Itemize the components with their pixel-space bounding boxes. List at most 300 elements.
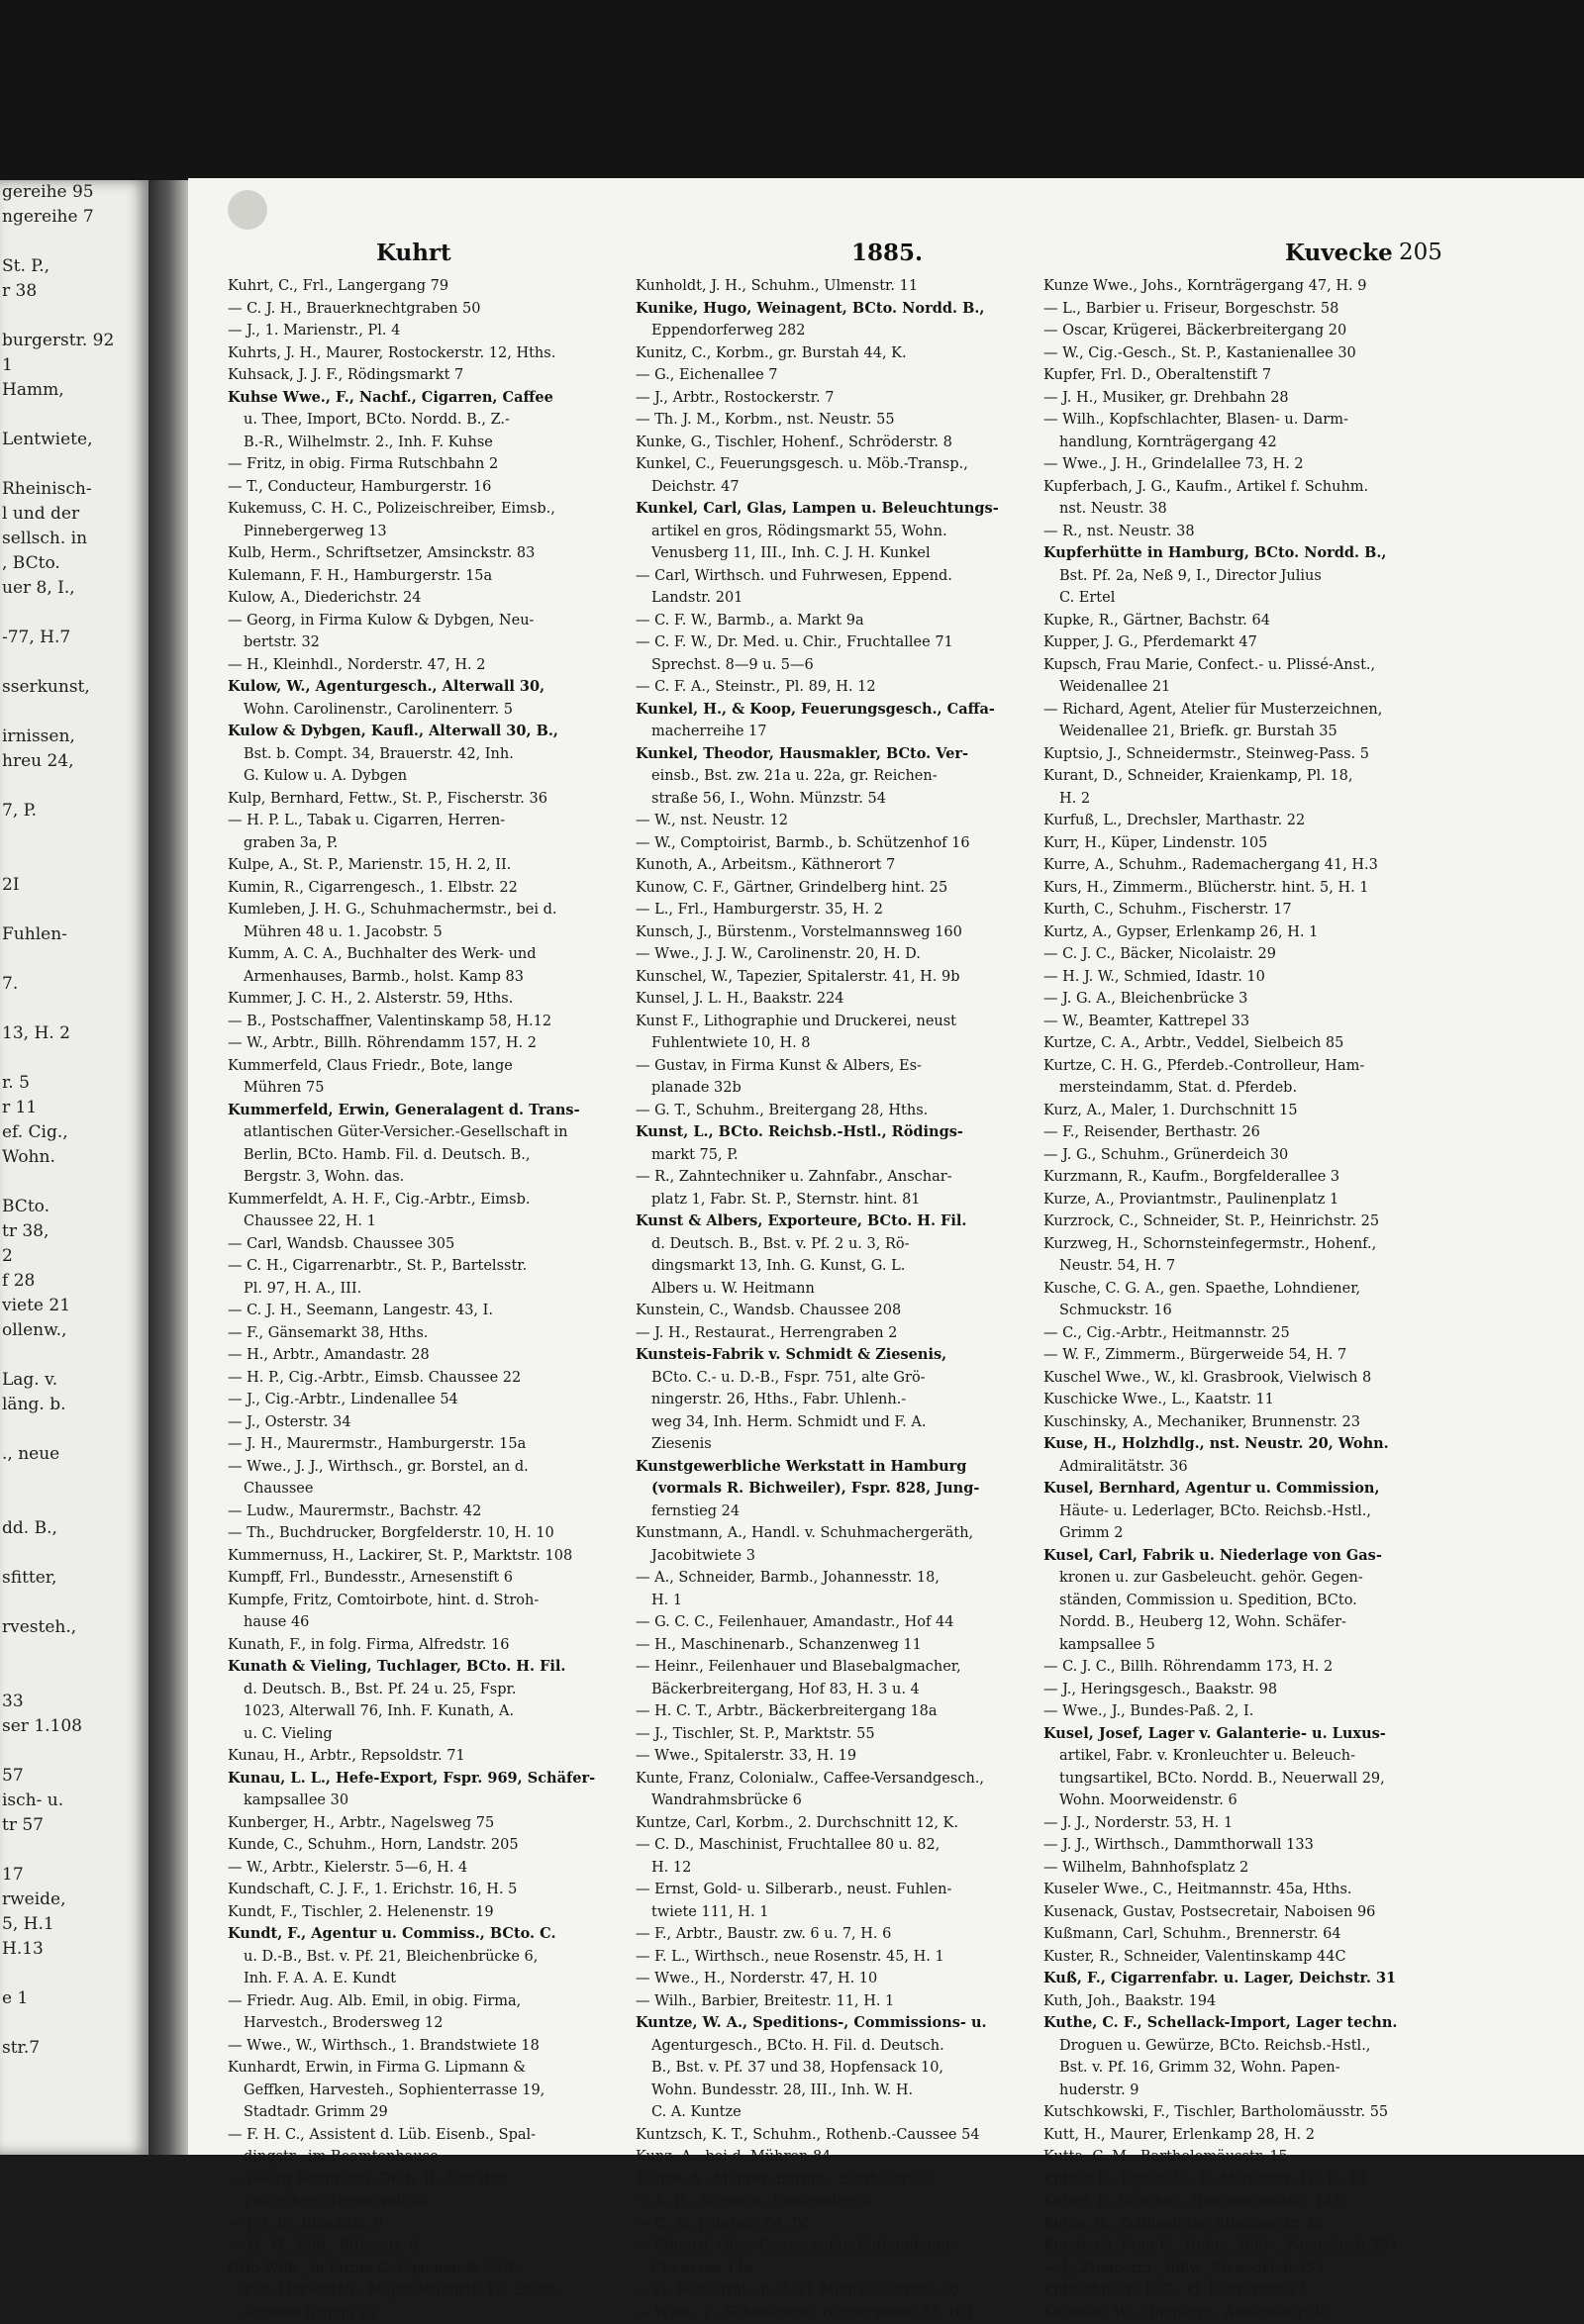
left-page-fragment bbox=[0, 1046, 148, 1071]
directory-entry: Pinnebergerweg 13 bbox=[228, 521, 619, 543]
directory-entry: Kuster, R., Schneider, Valentinskamp 44C bbox=[1043, 1946, 1435, 1969]
directory-entry: — F. L., Wirthsch., neue Rosenstr. 45, H. 1 bbox=[636, 1946, 1027, 1969]
directory-entry: kampsallee 5 bbox=[1043, 1634, 1435, 1657]
directory-entry: platz 1, Fabr. St. P., Sternstr. hint. 81 bbox=[636, 1189, 1027, 1211]
directory-entry: Kurzweg, H., Schornsteinfegermstr., Hohenf., bbox=[1043, 1233, 1435, 1256]
left-page-fragment bbox=[0, 1541, 148, 1566]
directory-entry: Bst. b. Compt. 34, Brauerstr. 42, Inh. bbox=[228, 743, 619, 766]
directory-entry: fernstieg 24 bbox=[636, 1501, 1027, 1523]
directory-entry: 1023, Alterwall 76, Inh. F. Kunath, A. bbox=[228, 1700, 619, 1723]
directory-entry: — R., Zahntechniker u. Zahnfabr., Anschar- bbox=[636, 1166, 1027, 1189]
directory-entry: Venusberg 11, III., Inh. C. J. H. Kunkel bbox=[636, 542, 1027, 565]
directory-entry: Kunoth, A., Arbeitsm., Käthnerort 7 bbox=[636, 854, 1027, 877]
directory-entry: — Frl. E., Büschstr. 6 bbox=[228, 2213, 619, 2236]
left-page-fragment bbox=[0, 403, 148, 428]
directory-entry: Kurs, H., Zimmerm., Blücherstr. hint. 5, H. 1 bbox=[1043, 877, 1435, 900]
directory-entry: Kuhse Wwe., F., Nachf., Cigarren, Caffee bbox=[228, 387, 619, 410]
directory-entry: Kurze, A., Proviantmstr., Paulinenplatz 1 bbox=[1043, 1189, 1435, 1211]
directory-entry: — F., Gänsemarkt 38, Hths. bbox=[228, 1322, 619, 1345]
left-page-fragment: rweide, bbox=[0, 1888, 148, 1912]
directory-entry: Kupferhütte in Hamburg, BCto. Nordd. B., bbox=[1043, 542, 1435, 565]
directory-entry: Ziesenis bbox=[636, 1433, 1027, 1456]
directory-entry: — Th. J. M., Korbm., nst. Neustr. 55 bbox=[636, 409, 1027, 432]
left-page-fragment: 2 bbox=[0, 1244, 148, 1269]
directory-entry: Kulp, Bernhard, Fettw., St. P., Fischerstr. 36 bbox=[228, 788, 619, 811]
directory-entry: — A., Schneider, Barmb., Johannesstr. 18, bbox=[636, 1567, 1027, 1590]
directory-entry: u. C. Vieling bbox=[228, 1723, 619, 1746]
directory-entry: Albers u. W. Heitmann bbox=[636, 1278, 1027, 1301]
directory-entry: Kummerfeldt, A. H. F., Cig.-Arbtr., Eimsb. bbox=[228, 1189, 619, 1211]
header-last-entry: Kuvecke bbox=[1285, 240, 1393, 266]
directory-entry: — W., Arbtr., Billh. Röhrendamm 157, H. 2 bbox=[228, 1032, 619, 1055]
left-page-fragment: viete 21 bbox=[0, 1294, 148, 1318]
directory-entry: Kutzschbach, F. C., kl. Bäckerstr. 27 bbox=[1043, 2279, 1435, 2302]
left-page-fragment bbox=[0, 774, 148, 799]
directory-entry: u. Thee, Import, BCto. Nordd. B., Z.- bbox=[228, 409, 619, 432]
left-page-fragment bbox=[0, 823, 148, 848]
directory-entry: — J., Osterstr. 34 bbox=[228, 1411, 619, 1434]
directory-entry: Kuvecke, W., Zimmerm., Amandastr. 46 bbox=[1043, 2302, 1435, 2324]
directory-entry: Kurth, C., Schuhm., Fischerstr. 17 bbox=[1043, 899, 1435, 921]
directory-entry: B.-R., Wilhelmstr. 2., Inh. F. Kuhse bbox=[228, 432, 619, 454]
left-page-fragment: 1 bbox=[0, 353, 148, 378]
directory-entry: Kunitz, C., Korbm., gr. Burstah 44, K. bbox=[636, 342, 1027, 365]
left-page-fragment: Fuhlen- bbox=[0, 922, 148, 947]
directory-entry: Wandrahmsbrücke 6 bbox=[636, 1790, 1027, 1812]
left-page-fragment: e 1 bbox=[0, 1986, 148, 2011]
directory-entry: Chaussee bbox=[228, 1478, 619, 1501]
directory-entry: Deichstr. 47 bbox=[636, 476, 1027, 499]
directory-entry: Admiralitätstr. 36 bbox=[1043, 1456, 1435, 1479]
directory-entry: kampsallee 30 bbox=[228, 1790, 619, 1812]
directory-entry: ständen, Commission u. Spedition, BCto. bbox=[1043, 1590, 1435, 1612]
left-page-fragment: Hamm, bbox=[0, 378, 148, 403]
left-page-fragment: r 38 bbox=[0, 279, 148, 304]
left-page-fragment: 33 bbox=[0, 1690, 148, 1714]
directory-entry: — Wilhelm, Bahnhofsplatz 2 bbox=[1043, 1857, 1435, 1880]
directory-entry: ningerstr. 26, Hths., Fabr. Uhlenh.- bbox=[636, 1389, 1027, 1411]
directory-entry: Kunsel, J. L. H., Baakstr. 224 bbox=[636, 988, 1027, 1011]
directory-entry: Kutta, C. M., Bartholomäusstr. 15 bbox=[1043, 2146, 1435, 2169]
directory-entry: Kukemuss, C. H. C., Polizeischreiber, Eimsb., bbox=[228, 498, 619, 521]
left-page-fragment: l und der bbox=[0, 502, 148, 527]
left-page-fragment: St. P., bbox=[0, 254, 148, 279]
directory-entry: Kunke, G., Tischler, Hohenf., Schröderstr. 8 bbox=[636, 432, 1027, 454]
directory-entry: — G. T., Schuhm., Breitergang 28, Hths. bbox=[636, 1100, 1027, 1122]
left-page-fragment: Wohn. bbox=[0, 1145, 148, 1170]
left-page-fragment: hreu 24, bbox=[0, 749, 148, 774]
directory-entry: — J., Arbtr., Rostockerstr. 7 bbox=[636, 387, 1027, 410]
left-page-fragment bbox=[0, 1591, 148, 1615]
directory-entry: Kusenack, Gustav, Postsecretair, Naboisen 96 bbox=[1043, 1901, 1435, 1924]
directory-entry: — J., Tischler, St. P., Marktstr. 55 bbox=[636, 1723, 1027, 1746]
directory-entry: — L., Frl., Hamburgerstr. 35, H. 2 bbox=[636, 899, 1027, 921]
directory-entry: Chaussee 14a bbox=[636, 2258, 1027, 2280]
directory-entry: Kuse, H., Holzhdlg., nst. Neustr. 20, Wohn. bbox=[1043, 1433, 1435, 1456]
directory-entry: Kunkel, C., Feuerungsgesch. u. Möb.-Transp., bbox=[636, 453, 1027, 476]
directory-entry: — Fritz, in obig. Firma Rutschbahn 2 bbox=[228, 453, 619, 476]
directory-entry: Kupke, R., Gärtner, Bachstr. 64 bbox=[1043, 610, 1435, 632]
directory-entry: Kunsch, J., Bürstenm., Vorstelmannsweg 160 bbox=[636, 921, 1027, 944]
header-first-entry: Kuhrt bbox=[376, 240, 451, 266]
page-stain bbox=[228, 190, 267, 230]
left-page-fragment: ., neue bbox=[0, 1442, 148, 1467]
directory-entry: — Ludw., Maurermstr., Bachstr. 42 bbox=[228, 1501, 619, 1523]
directory-entry: twiete 111, H. 1 bbox=[636, 1901, 1027, 1924]
left-page-fragment bbox=[0, 230, 148, 254]
column-3 bbox=[1043, 275, 1435, 2324]
directory-entry: — H. P., Cig.-Arbtr., Eimsb. Chaussee 22 bbox=[228, 1367, 619, 1390]
directory-page bbox=[188, 178, 1584, 2155]
directory-entry: H. 2 bbox=[1043, 788, 1435, 811]
directory-entry: Kumpff, Frl., Bundesstr., Arnesenstift 6 bbox=[228, 1567, 619, 1590]
directory-entry: Fuhlentwiete 10, H. 8 bbox=[636, 1032, 1027, 1055]
directory-entry: — M. W., Eilb., Ritterstr. 6 bbox=[228, 2235, 619, 2258]
directory-entry: — F., Restaurat., b. d. kl. Michaeliskirche 30 bbox=[636, 2279, 1027, 2302]
directory-entry: — F., Reisender, Berthastr. 26 bbox=[1043, 1121, 1435, 1144]
left-page-fragment: burgerstr. 92 bbox=[0, 329, 148, 353]
directory-entry: C. A. Kuntze bbox=[636, 2101, 1027, 2124]
directory-entry: d. Deutsch. B., Bst. Pf. 24 u. 25, Fspr. bbox=[228, 1679, 619, 1701]
directory-entry: — J., Zimmerm., Billw., Neuedeich 354 bbox=[1043, 2258, 1435, 2280]
directory-entry: Neustr. 54, H. 7 bbox=[1043, 1255, 1435, 1278]
directory-entry: Kurfuß, L., Drechsler, Marthastr. 22 bbox=[1043, 810, 1435, 832]
directory-entry: Kumm, A. C. A., Buchhalter des Werk- und bbox=[228, 943, 619, 966]
directory-entry: Kulemann, F. H., Hamburgerstr. 15a bbox=[228, 565, 619, 588]
left-page-fragment bbox=[0, 898, 148, 922]
directory-entry: — W., Comptoirist, Barmb., b. Schützenhof 16 bbox=[636, 832, 1027, 855]
page-number: 205 bbox=[1399, 240, 1442, 265]
directory-entry: Kurzmann, R., Kaufm., Borgfelderallee 3 bbox=[1043, 1166, 1435, 1189]
directory-entry: — W. F., Zimmerm., Bürgerweide 54, H. 7 bbox=[1043, 1344, 1435, 1367]
directory-entry: Kunde, C., Schuhm., Horn, Landstr. 205 bbox=[228, 1834, 619, 1857]
directory-entry: — W., Beamter, Kattrepel 33 bbox=[1043, 1011, 1435, 1033]
left-page-fragment: sserkunst, bbox=[0, 675, 148, 700]
directory-entry: kronen u. zur Gasbeleucht. gehör. Gegen- bbox=[1043, 1567, 1435, 1590]
directory-entry: B., Bst. v. Pf. 37 und 38, Hopfensack 10, bbox=[636, 2057, 1027, 2080]
directory-entry: Kumin, R., Cigarrengesch., 1. Elbstr. 22 bbox=[228, 877, 619, 900]
directory-entry: planade 32b bbox=[636, 1077, 1027, 1100]
directory-entry: ken, Harvesteh., Magdalenenstr. 12, Stadt- bbox=[228, 2279, 619, 2302]
directory-entry: Kusel, Carl, Fabrik u. Niederlage von Gas- bbox=[1043, 1545, 1435, 1568]
directory-entry: — Georg, in Firma Kulow & Dybgen, Neu- bbox=[228, 610, 619, 632]
directory-entry: Kunst, L., BCto. Reichsb.-Hstl., Rödings- bbox=[636, 1121, 1027, 1144]
directory-entry: Kummerfeld, Claus Friedr., Bote, lange bbox=[228, 1055, 619, 1078]
left-page-fragment: ef. Cig., bbox=[0, 1120, 148, 1145]
directory-entry: — H., Maschinenarb., Schanzenweg 11 bbox=[636, 1634, 1027, 1657]
directory-entry: Kuhrts, J. H., Maurer, Rostockerstr. 12, Hths. bbox=[228, 342, 619, 365]
directory-entry: — J. G., Schuhm., Grünerdeich 30 bbox=[1043, 1144, 1435, 1167]
directory-entry: straße 56, I., Wohn. Münzstr. 54 bbox=[636, 788, 1027, 811]
left-page-fragment: Lentwiete, bbox=[0, 428, 148, 452]
left-page-fragment bbox=[0, 947, 148, 972]
directory-entry: — J. H., Maurermstr., Hamburgerstr. 15a bbox=[228, 1433, 619, 1456]
directory-entry: Kutter, F., Töpfer, St. P., Marienstr. 18, H. 13 bbox=[1043, 2169, 1435, 2191]
directory-entry: — Oscar, Krügerei, Bäckerbreitergang 20 bbox=[1043, 320, 1435, 342]
left-page-fragment: irnissen, bbox=[0, 725, 148, 749]
directory-entry: markt 75, P. bbox=[636, 1144, 1027, 1167]
directory-entry: handlung, Kornträgergang 42 bbox=[1043, 432, 1435, 454]
left-page-fragment bbox=[0, 452, 148, 477]
left-page-fragment: BCto. bbox=[0, 1195, 148, 1219]
directory-entry: Kulow, W., Agenturgesch., Alterwall 30, bbox=[228, 676, 619, 699]
directory-entry: Kunte, Franz, Colonialw., Caffee-Versandgesch., bbox=[636, 1768, 1027, 1791]
directory-entry: Weidenallee 21, Briefk. gr. Burstah 35 bbox=[1043, 721, 1435, 743]
left-page-fragment bbox=[0, 700, 148, 725]
directory-entry: Kunstgewerbliche Werkstatt in Hamburg bbox=[636, 1456, 1027, 1479]
directory-entry: Kuschinsky, A., Mechaniker, Brunnenstr. 23 bbox=[1043, 1411, 1435, 1434]
directory-entry: Kusel, Bernhard, Agentur u. Commission, bbox=[1043, 1478, 1435, 1501]
directory-entry: Kulb, Herm., Schriftsetzer, Amsinckstr. 83 bbox=[228, 542, 619, 565]
directory-entry: Wohn. Carolinenstr., Carolinenterr. 5 bbox=[228, 699, 619, 722]
directory-entry: Grimm 2 bbox=[1043, 1522, 1435, 1545]
directory-entry: — C. J. H., Seemann, Langestr. 43, I. bbox=[228, 1300, 619, 1322]
directory-entry: — Carl, Wirthsch. und Fuhrwesen, Eppend. bbox=[636, 565, 1027, 588]
directory-entry: — H. J. W., Schmied, Idastr. 10 bbox=[1043, 966, 1435, 989]
directory-entry: Kundt, F., Tischler, 2. Helenenstr. 19 bbox=[228, 1901, 619, 1924]
directory-entry: Kuntze, W. A., Speditions-, Commissions- u. bbox=[636, 2012, 1027, 2035]
left-page-fragment: str.7 bbox=[0, 2036, 148, 2061]
directory-entry: Harvestch., Brodersweg 12 bbox=[228, 2012, 619, 2035]
left-page-fragment bbox=[0, 1343, 148, 1368]
directory-entry: Kunow, C. F., Gärtner, Grindelberg hint. 25 bbox=[636, 877, 1027, 900]
directory-entry: Mühren 75 bbox=[228, 1077, 619, 1100]
directory-entry: Nordd. B., Heuberg 12, Wohn. Schäfer- bbox=[1043, 1611, 1435, 1634]
directory-entry: Polizeiherr, Neuerwall 86 bbox=[228, 2190, 619, 2213]
left-page-fragment: 17 bbox=[0, 1863, 148, 1888]
directory-entry: — Th., Buchdrucker, Borgfelderstr. 10, H. 10 bbox=[228, 1522, 619, 1545]
header-year: 1885. bbox=[851, 240, 923, 266]
left-page-fragment bbox=[0, 1665, 148, 1690]
left-page-fragment: tr 38, bbox=[0, 1219, 148, 1244]
directory-entry: — G. C. C., Feilenhauer, Amandastr., Hof 44 bbox=[636, 1611, 1027, 1634]
directory-entry: Kummerfeld, Erwin, Generalagent d. Trans- bbox=[228, 1100, 619, 1122]
left-page-fragment bbox=[0, 997, 148, 1021]
left-page-fragment: 13, H. 2 bbox=[0, 1021, 148, 1046]
left-page-fragment bbox=[0, 1640, 148, 1665]
book-gutter bbox=[148, 180, 188, 2155]
directory-entry: Kundschaft, C. J. F., 1. Erichstr. 16, H. 5 bbox=[228, 1879, 619, 1901]
page-header bbox=[228, 240, 1455, 269]
directory-entry: — Wilh., Kopfschlachter, Blasen- u. Darm- bbox=[1043, 409, 1435, 432]
directory-entry: Kunau, L. L., Hefe-Export, Fspr. 969, Schäfer- bbox=[228, 1768, 619, 1791]
left-page-fragment: 2I bbox=[0, 873, 148, 898]
directory-entry: Kurtz, A., Gypser, Erlenkamp 26, H. 1 bbox=[1043, 921, 1435, 944]
directory-entry: Kurre, A., Schuhm., Rademachergang 41, H.3 bbox=[1043, 854, 1435, 877]
column-1 bbox=[228, 275, 619, 2324]
directory-entry: — C. D., Maschinist, Fruchtallee 80 u. 82, bbox=[636, 1834, 1027, 1857]
left-page-fragment bbox=[0, 1739, 148, 1764]
directory-entry: G. Kulow u. A. Dybgen bbox=[228, 765, 619, 788]
directory-entry: Kunst F., Lithographie und Druckerei, neust bbox=[636, 1011, 1027, 1033]
directory-entry: Kummer, J. C. H., 2. Alsterstr. 59, Hths. bbox=[228, 988, 619, 1011]
left-page-fragment: 7, P. bbox=[0, 799, 148, 823]
directory-entry: — Georg Ferdinand, Dr. b. R., Senator, bbox=[228, 2169, 619, 2191]
left-page-fragment bbox=[0, 650, 148, 675]
directory-entry: tungsartikel, BCto. Nordd. B., Neuerwall 29, bbox=[1043, 1768, 1435, 1791]
directory-entry: — C., Cig.-Arbtr., Heitmannstr. 25 bbox=[1043, 1322, 1435, 1345]
directory-entry: Kuhrt, C., Frl., Langergang 79 bbox=[228, 275, 619, 298]
directory-entry: Schmuckstr. 16 bbox=[1043, 1300, 1435, 1322]
directory-entry: huderstr. 9 bbox=[1043, 2080, 1435, 2102]
left-page-fragment: ollenw., bbox=[0, 1318, 148, 1343]
directory-entry: Kulow, A., Diederichstr. 24 bbox=[228, 587, 619, 610]
directory-entry: Kutschkowski, F., Tischler, Bartholomäusstr. 55 bbox=[1043, 2101, 1435, 2124]
directory-entry: — A. H., Schuhm., Lindenallee 5 bbox=[636, 2190, 1027, 2213]
directory-entry: Geffken, Harvesteh., Sophienterrasse 19, bbox=[228, 2080, 619, 2102]
directory-entry: — J., 1. Marienstr., Pl. 4 bbox=[228, 320, 619, 342]
directory-entry: Kunsteis-Fabrik v. Schmidt & Ziesenis, bbox=[636, 1344, 1027, 1367]
directory-entry: — J. H., Musiker, gr. Drehbahn 28 bbox=[1043, 387, 1435, 410]
directory-entry: — C. F. W., Barmb., a. Markt 9a bbox=[636, 610, 1027, 632]
directory-entry: Kußmann, Carl, Schuhm., Brennerstr. 64 bbox=[1043, 1923, 1435, 1946]
directory-entry: — Wwe., F., Schneiderin, Bürgerweide 53, H.1 bbox=[636, 2302, 1027, 2324]
directory-entry: Bst. v. Pf. 16, Grimm 32, Wohn. Papen- bbox=[1043, 2057, 1435, 2080]
directory-entry: Armenhauses, Barmb., holst. Kamp 83 bbox=[228, 966, 619, 989]
directory-entry: Kurtze, C. H. G., Pferdeb.-Controlleur, Ham- bbox=[1043, 1055, 1435, 1078]
directory-entry: Kurant, D., Schneider, Kraienkamp, Pl. 18, bbox=[1043, 765, 1435, 788]
directory-entry: Kumpfe, Fritz, Comtoirbote, hint. d. Stroh- bbox=[228, 1590, 619, 1612]
directory-entry: — J. H., Restaurat., Herrengraben 2 bbox=[636, 1322, 1027, 1345]
directory-entry: — Ernst, Gold- u. Silberarb., neust. Fuhlen- bbox=[636, 1879, 1027, 1901]
left-page-fragment bbox=[0, 1962, 148, 1986]
directory-entry: H. 1 bbox=[636, 1590, 1027, 1612]
left-page-fragment bbox=[0, 1417, 148, 1442]
directory-entry: Kuschicke Wwe., L., Kaatstr. 11 bbox=[1043, 1389, 1435, 1411]
directory-entry: — C. J. H., Brauerknechtgraben 50 bbox=[228, 298, 619, 321]
directory-entry: Bst. Pf. 2a, Neß 9, I., Director Julius bbox=[1043, 565, 1435, 588]
directory-entry: — W., Arbtr., Kielerstr. 5—6, H. 4 bbox=[228, 1857, 619, 1880]
directory-entry: Kuseler Wwe., C., Heitmannstr. 45a, Hths. bbox=[1043, 1879, 1435, 1901]
directory-entry: Kunholdt, J. H., Schuhm., Ulmenstr. 11 bbox=[636, 275, 1027, 298]
left-page-fragment bbox=[0, 1467, 148, 1492]
directory-entry: — H., Kleinhdl., Norderstr. 47, H. 2 bbox=[228, 654, 619, 677]
directory-entry: mersteindamm, Stat. d. Pferdeb. bbox=[1043, 1077, 1435, 1100]
directory-entry: Agenturgesch., BCto. H. Fil. d. Deutsch. bbox=[636, 2035, 1027, 2058]
directory-entry: Pl. 97, H. A., III. bbox=[228, 1278, 619, 1301]
left-page-fragment: f 28 bbox=[0, 1269, 148, 1294]
directory-entry: — C. H., Cigarrenarbtr., St. P., Bartelsstr. bbox=[228, 1255, 619, 1278]
left-page-fragment: 7. bbox=[0, 972, 148, 997]
directory-entry: dingsmarkt 13, Inh. G. Kunst, G. L. bbox=[636, 1255, 1027, 1278]
directory-entry: Kuptsio, J., Schneidermstr., Steinweg-Pass. 5 bbox=[1043, 743, 1435, 766]
directory-entry: — B., Postschaffner, Valentinskamp 58, H.12 bbox=[228, 1011, 619, 1033]
directory-entry: Kupferbach, J. G., Kaufm., Artikel f. Schuhm. bbox=[1043, 476, 1435, 499]
directory-entry: Jacobitwiete 3 bbox=[636, 1545, 1027, 1568]
left-page-fragment bbox=[0, 1838, 148, 1863]
directory-entry: — Wwe., H., Norderstr. 47, H. 10 bbox=[636, 1968, 1027, 1990]
directory-entry: Kurz, A., Maler, 1. Durchschnitt 15 bbox=[1043, 1100, 1435, 1122]
directory-entry: Kumleben, J. H. G., Schuhmachermstr., bei d. bbox=[228, 899, 619, 921]
directory-entry: Kunze, A., Maurer, Barmb., Berthastr. 32 bbox=[636, 2169, 1027, 2191]
directory-entry: — C. F. W., Dr. Med. u. Chir., Fruchtallee 71 bbox=[636, 631, 1027, 654]
directory-entry: — Richard, Agent, Atelier für Musterzeichnen, bbox=[1043, 699, 1435, 722]
directory-entry: Kuth, Joh., Baakstr. 194 bbox=[1043, 1990, 1435, 2013]
directory-entry: Kurtze, C. A., Arbtr., Veddel, Sielbeich 85 bbox=[1043, 1032, 1435, 1055]
directory-entry: Droguen u. Gewürze, BCto. Reichsb.-Hstl., bbox=[1043, 2035, 1435, 2058]
directory-entry: — Wwe., Spitalerstr. 33, H. 19 bbox=[636, 1745, 1027, 1768]
left-page-fragment bbox=[0, 848, 148, 873]
directory-entry: Kutzbach, Frau C., Hollw., Billw., Neuedeich 354 bbox=[1043, 2235, 1435, 2258]
directory-entry: — C. J. C., Billh. Röhrendamm 173, H. 2 bbox=[1043, 1656, 1435, 1679]
directory-entry: — J. G. A., Bleichenbrücke 3 bbox=[1043, 988, 1435, 1011]
left-page-fragment: 57 bbox=[0, 1764, 148, 1789]
directory-entry: Kunschel, W., Tapezier, Spitalerstr. 41, H. 9b bbox=[636, 966, 1027, 989]
directory-entry: — J., Cig.-Arbtr., Lindenallee 54 bbox=[228, 1389, 619, 1411]
left-page-fragment: -77, H.7 bbox=[0, 626, 148, 650]
directory-entry: Kunst & Albers, Exporteure, BCto. H. Fil. bbox=[636, 1210, 1027, 1233]
left-page-fragment: sfitter, bbox=[0, 1566, 148, 1591]
directory-entry: — Wwe., J. J. W., Carolinenstr. 20, H. D. bbox=[636, 943, 1027, 966]
directory-entry: — Wilh., Barbier, Breitestr. 11, H. 1 bbox=[636, 1990, 1027, 2013]
left-page-fragment: tr 57 bbox=[0, 1813, 148, 1838]
directory-entry: Chaussee 22, H. 1 bbox=[228, 1210, 619, 1233]
directory-entry: Kusel, Josef, Lager v. Galanterie- u. Luxus- bbox=[1043, 1723, 1435, 1746]
directory-entry: — C. J. C., Bäcker, Nicolaistr. 29 bbox=[1043, 943, 1435, 966]
left-page-fragment: sellsch. in bbox=[0, 527, 148, 551]
directory-entry: Kummernuss, H., Lackirer, St. P., Marktstr. 108 bbox=[228, 1545, 619, 1568]
directory-entry: nst. Neustr. 38 bbox=[1043, 498, 1435, 521]
directory-entry: u. D.-B., Bst. v. Pf. 21, Bleichenbrücke 6, bbox=[228, 1946, 619, 1969]
left-page-fragment bbox=[0, 1492, 148, 1516]
directory-entry: weg 34, Inh. Herm. Schmidt und F. A. bbox=[636, 1411, 1027, 1434]
directory-entry: Kuntze, Carl, Korbm., 2. Durchschnitt 12, K. bbox=[636, 1812, 1027, 1835]
left-page-fragment bbox=[0, 601, 148, 626]
directory-entry: C. Ertel bbox=[1043, 587, 1435, 610]
directory-entry: Kutze, G., Zollbeamter, Altonaerstr. 22 bbox=[1043, 2213, 1435, 2236]
directory-entry: Häute- u. Lederlager, BCto. Reichsb.-Hstl., bbox=[1043, 1501, 1435, 1523]
directory-entry: Kundt, F., Agentur u. Commiss., BCto. C. bbox=[228, 1923, 619, 1946]
left-page-fragment: r 11 bbox=[0, 1096, 148, 1120]
directory-entry: — Gustav, in Firma Kunst & Albers, Es- bbox=[636, 1055, 1027, 1078]
left-page-fragment: dd. B., bbox=[0, 1516, 148, 1541]
directory-entry: artikel, Fabr. v. Kronleuchter u. Beleuch- bbox=[1043, 1745, 1435, 1768]
directory-entry: Kuhsack, J. J. F., Rödingsmarkt 7 bbox=[228, 364, 619, 387]
directory-entry: — W., nst. Neustr. 12 bbox=[636, 810, 1027, 832]
directory-entry: BCto. C.- u. D.-B., Fspr. 751, alte Grö- bbox=[636, 1367, 1027, 1390]
directory-entry: — J. J., Wirthsch., Dammthorwall 133 bbox=[1043, 1834, 1435, 1857]
directory-entry: Kunike, Hugo, Weinagent, BCto. Nordd. B., bbox=[636, 298, 1027, 321]
directory-entry: Weidenallee 21 bbox=[1043, 676, 1435, 699]
directory-entry: Kunstmann, A., Handl. v. Schuhmachergeräth, bbox=[636, 1522, 1027, 1545]
directory-entry: Eppendorferweg 282 bbox=[636, 320, 1027, 342]
directory-entry: — F., Arbtr., Baustr. zw. 6 u. 7, H. 6 bbox=[636, 1923, 1027, 1946]
left-page-fragment: läng. b. bbox=[0, 1393, 148, 1417]
directory-entry: Kunz, A., bei d. Mühren 84 bbox=[636, 2146, 1027, 2169]
directory-entry: Kulow & Dybgen, Kaufl., Alterwall 30, B., bbox=[228, 721, 619, 743]
left-page-fragment: gereihe 95 bbox=[0, 180, 148, 205]
directory-entry: hause 46 bbox=[228, 1611, 619, 1634]
left-page-margin bbox=[0, 180, 148, 2155]
directory-entry: — Eduard, Ober-Postsecretär, Rothenbaum- bbox=[636, 2235, 1027, 2258]
directory-entry: — C. A., Peterstr. 64, IV. bbox=[636, 2213, 1027, 2236]
directory-entry: — H. C. T., Arbtr., Bäckerbreitergang 18a bbox=[636, 1700, 1027, 1723]
left-page-fragment: Rheinisch- bbox=[0, 477, 148, 502]
directory-entry: Kunath & Vieling, Tuchlager, BCto. H. Fil. bbox=[228, 1656, 619, 1679]
directory-entry: H. 12 bbox=[636, 1857, 1027, 1880]
directory-entry: Kupper, J. G., Pferdemarkt 47 bbox=[1043, 631, 1435, 654]
directory-entry: Sprechst. 8—9 u. 5—6 bbox=[636, 654, 1027, 677]
directory-entry: Kusche, C. G. A., gen. Spaethe, Lohndiener, bbox=[1043, 1278, 1435, 1301]
directory-entry: — Carl, Wandsb. Chaussee 305 bbox=[228, 1233, 619, 1256]
left-page-fragment: Lag. v. bbox=[0, 1368, 148, 1393]
directory-entry: Kuß, F., Cigarrenfabr. u. Lager, Deichstr. 31 bbox=[1043, 1968, 1435, 1990]
directory-entry: — J. J., Norderstr. 53, H. 1 bbox=[1043, 1812, 1435, 1835]
directory-entry: — Friedr. Aug. Alb. Emil, in obig. Firma, bbox=[228, 1990, 619, 2013]
directory-entry: — W., Cig.-Gesch., St. P., Kastanienallee 30 bbox=[1043, 342, 1435, 365]
directory-entry: bertstr. 32 bbox=[228, 631, 619, 654]
left-page-fragment: ngereihe 7 bbox=[0, 205, 148, 230]
